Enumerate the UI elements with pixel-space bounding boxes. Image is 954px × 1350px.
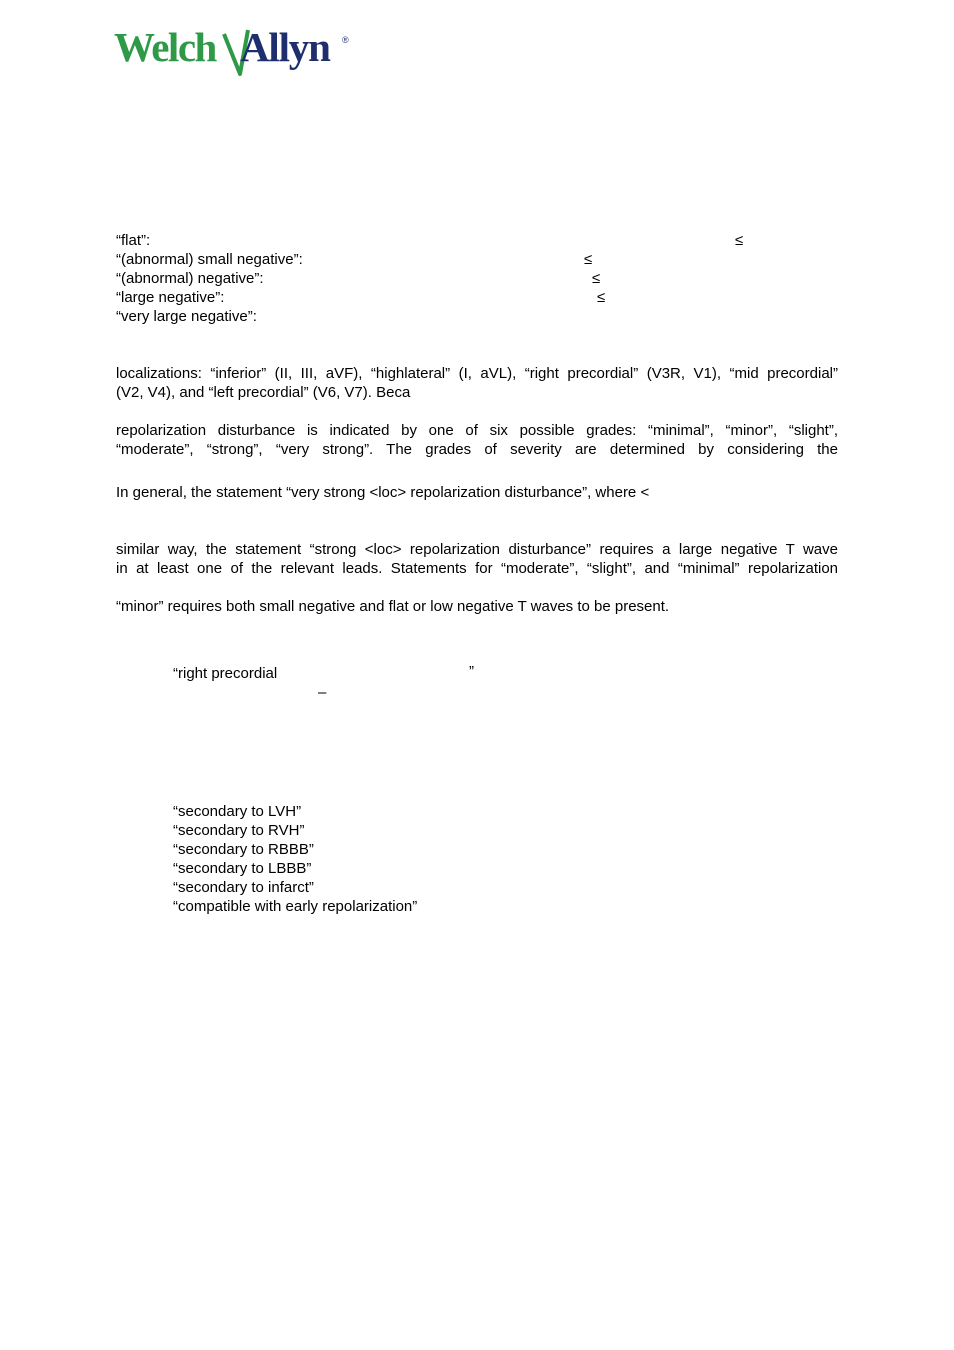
secondary-item: “secondary to RVH” (173, 822, 305, 839)
secondary-item: “compatible with early repolarization” (173, 898, 418, 915)
secondary-item: “secondary to RBBB” (173, 841, 314, 858)
right-precordial-close-quote: ” (469, 663, 474, 680)
t-wave-flat-label: “flat”: (116, 232, 151, 249)
t-wave-large-negative-label: “large negative”: (116, 289, 225, 306)
le-symbol: ≤ (735, 232, 744, 249)
minor-statement-line: “minor” requires both small negative and flat or low negative T waves to be present. (116, 598, 670, 615)
logo-allyn-text: Allyn (240, 24, 330, 70)
localizations-line: localizations: “inferior” (II, III, aVF), “highlateral” (I, aVL), “right precordial” (V3R, V1), “mid precordial” (116, 365, 838, 382)
strong-statement-line: similar way, the statement “strong <loc> repolarization disturbance” requires a large negative T wave (116, 541, 838, 558)
secondary-item: “secondary to infarct” (173, 879, 314, 896)
right-precordial-dash: – (318, 684, 327, 701)
le-symbol: ≤ (597, 289, 606, 306)
secondary-item: “secondary to LBBB” (173, 860, 312, 877)
grades-line: “moderate”, “strong”, “very strong”. The grades of severity are determined by considering the (116, 441, 838, 458)
secondary-item: “secondary to LVH” (173, 803, 302, 820)
le-symbol: ≤ (592, 270, 601, 287)
general-statement-line: In general, the statement “very strong <loc> repolarization disturbance”, where < (116, 484, 650, 501)
logo-welch-text: Welch (114, 24, 216, 70)
welch-allyn-logo (114, 26, 354, 80)
t-wave-very-large-negative-label: “very large negative”: (116, 308, 257, 325)
localizations-line: (V2, V4), and “left precordial” (V6, V7). Beca (116, 384, 411, 401)
t-wave-negative-label: “(abnormal) negative”: (116, 270, 264, 287)
t-wave-small-negative-label: “(abnormal) small negative”: (116, 251, 303, 268)
grades-line: repolarization disturbance is indicated by one of six possible grades: “minimal”, “minor”, “slight”, (116, 422, 838, 439)
le-symbol: ≤ (584, 251, 593, 268)
logo-registered-mark: ® (342, 35, 349, 45)
right-precordial-label: “right precordial (173, 665, 278, 682)
strong-statement-line: in at least one of the relevant leads. Statements for “moderate”, “slight”, and “minimal” repolarization (116, 560, 838, 577)
